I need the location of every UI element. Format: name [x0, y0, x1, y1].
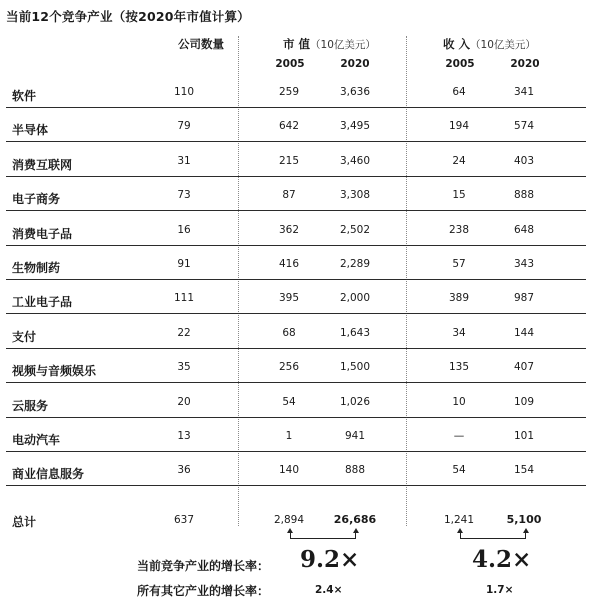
- market-cap-2005: 54: [282, 396, 296, 408]
- header-revenue-unit: （10亿美元）: [470, 39, 536, 51]
- market-cap-2020: 1,500: [339, 361, 371, 373]
- mc-growth-arrow-right: [353, 528, 359, 533]
- revenue-2020: 574: [513, 120, 535, 132]
- market-cap-2005: 215: [278, 155, 300, 167]
- mc-growth-bracket: [290, 531, 356, 539]
- industry-name: 云服务: [12, 399, 49, 413]
- revenue-2005: 54: [452, 464, 466, 476]
- company-count: 16: [177, 224, 191, 236]
- revenue-2005: 34: [452, 327, 466, 339]
- column-separator: [406, 36, 407, 526]
- revenue-2005: 57: [452, 258, 466, 270]
- company-count: 111: [173, 292, 195, 304]
- market-cap-2005: 140: [278, 464, 300, 476]
- market-cap-2005: 259: [278, 86, 300, 98]
- market-cap-2005: 256: [278, 361, 300, 373]
- market-cap-2005: 362: [278, 224, 300, 236]
- revenue-2005: 15: [452, 189, 466, 201]
- total-rev-2020: 5,100: [506, 513, 542, 526]
- row-divider: [6, 348, 586, 349]
- rev-current-growth: 4.2×: [472, 546, 532, 573]
- revenue-2020: 407: [513, 361, 535, 373]
- header-market-cap-unit: （10亿美元）: [310, 39, 376, 51]
- market-cap-2005: 395: [278, 292, 300, 304]
- revenue-2005: 24: [452, 155, 466, 167]
- row-divider: [6, 451, 586, 452]
- row-divider: [6, 210, 586, 211]
- other-growth-label: 所有其它产业的增长率：: [137, 584, 270, 598]
- revenue-2020: 109: [513, 396, 535, 408]
- market-cap-2020: 941: [344, 430, 366, 442]
- header-mc-2005: 2005: [275, 58, 305, 70]
- market-cap-2020: 2,289: [339, 258, 371, 270]
- market-cap-2005: 1: [285, 430, 293, 442]
- revenue-2020: 648: [513, 224, 535, 236]
- industry-name: 电动汽车: [12, 433, 61, 447]
- header-mc-2020: 2020: [340, 58, 370, 70]
- total-count: 637: [173, 514, 195, 526]
- row-divider: [6, 141, 586, 142]
- company-count: 13: [177, 430, 191, 442]
- rev-growth-arrow-right: [523, 528, 529, 533]
- industry-name: 电子商务: [12, 192, 61, 206]
- revenue-2005: 389: [448, 292, 470, 304]
- industry-name: 消费电子品: [12, 227, 73, 241]
- industry-name: 商业信息服务: [12, 467, 85, 481]
- market-cap-2005: 416: [278, 258, 300, 270]
- company-count: 20: [177, 396, 191, 408]
- company-count: 31: [177, 155, 191, 167]
- market-cap-2020: 3,636: [339, 86, 371, 98]
- row-divider: [6, 176, 586, 177]
- revenue-2005: 64: [452, 86, 466, 98]
- revenue-2005: 194: [448, 120, 470, 132]
- revenue-2020: 144: [513, 327, 535, 339]
- industry-name: 支付: [12, 330, 37, 344]
- rev-growth-arrow-left: [457, 528, 463, 533]
- row-divider: [6, 485, 586, 486]
- company-count: 110: [173, 86, 195, 98]
- mc-other-growth: 2.4×: [315, 584, 343, 596]
- mc-growth-arrow-left: [287, 528, 293, 533]
- revenue-2005: 238: [448, 224, 470, 236]
- header-company-count: 公司数量: [178, 37, 224, 51]
- total-mc-2020: 26,686: [333, 513, 377, 526]
- header-market-cap: [283, 36, 376, 52]
- row-divider: [6, 382, 586, 383]
- industry-name: 工业电子品: [12, 295, 73, 309]
- rev-other-growth: 1.7×: [486, 584, 514, 596]
- total-label: 总计: [12, 515, 37, 529]
- market-cap-2020: 3,308: [339, 189, 371, 201]
- revenue-2020: 101: [513, 430, 535, 442]
- total-rev-2005: 1,241: [443, 514, 475, 526]
- header-revenue: [443, 36, 536, 52]
- market-cap-2005: 68: [282, 327, 296, 339]
- revenue-2020: 987: [513, 292, 535, 304]
- row-divider: [6, 107, 586, 108]
- revenue-2005: 135: [448, 361, 470, 373]
- company-count: 91: [177, 258, 191, 270]
- revenue-2005: —: [453, 430, 465, 442]
- revenue-2020: 341: [513, 86, 535, 98]
- industry-name: 消费互联网: [12, 158, 73, 172]
- row-divider: [6, 279, 586, 280]
- company-count: 36: [177, 464, 191, 476]
- company-count: 79: [177, 120, 191, 132]
- market-cap-2020: 888: [344, 464, 366, 476]
- market-cap-2020: 2,000: [339, 292, 371, 304]
- header-rev-2020: 2020: [510, 58, 540, 70]
- company-count: 73: [177, 189, 191, 201]
- industry-name: 半导体: [12, 123, 49, 137]
- revenue-2020: 888: [513, 189, 535, 201]
- industry-name: 软件: [12, 89, 37, 103]
- market-cap-2020: 3,495: [339, 120, 371, 132]
- revenue-2020: 154: [513, 464, 535, 476]
- table-title: 当前12个竞争产业（按2020年市值计算）: [6, 9, 250, 24]
- mc-current-growth: 9.2×: [300, 546, 360, 573]
- row-divider: [6, 313, 586, 314]
- market-cap-2020: 3,460: [339, 155, 371, 167]
- total-mc-2005: 2,894: [273, 514, 305, 526]
- market-cap-2005: 87: [282, 189, 296, 201]
- header-market-cap-label: 市 值: [283, 37, 311, 51]
- row-divider: [6, 417, 586, 418]
- industry-name: 生物制药: [12, 261, 61, 275]
- rev-growth-bracket: [460, 531, 526, 539]
- header-revenue-label: 收 入: [443, 37, 471, 51]
- revenue-2005: 10: [452, 396, 466, 408]
- revenue-2020: 343: [513, 258, 535, 270]
- column-separator: [238, 36, 239, 526]
- company-count: 22: [177, 327, 191, 339]
- row-divider: [6, 245, 586, 246]
- market-cap-2020: 2,502: [339, 224, 371, 236]
- market-cap-2020: 1,026: [339, 396, 371, 408]
- market-cap-2020: 1,643: [339, 327, 371, 339]
- header-rev-2005: 2005: [445, 58, 475, 70]
- industry-name: 视频与音频娱乐: [12, 364, 97, 378]
- market-cap-2005: 642: [278, 120, 300, 132]
- revenue-2020: 403: [513, 155, 535, 167]
- current-growth-label: 当前竞争产业的增长率：: [137, 559, 270, 573]
- company-count: 35: [177, 361, 191, 373]
